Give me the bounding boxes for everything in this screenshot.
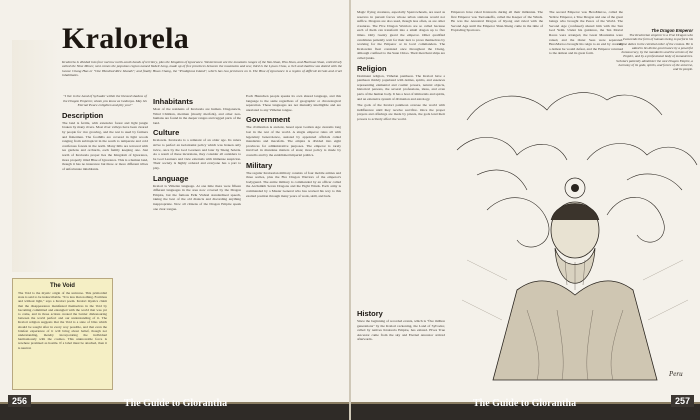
epigraph-quote: "I live in the Land of Sylvador within the blessed shadow of the Dragon Emperor, whom you know as Godunya. May his Eternal Peace enlighten and pity you!" bbox=[63, 94, 147, 108]
section-text: The civilization is ancient, based upon Golden Age customs long lost in the rest of the world. A single emperor rules all with legendary benevolence, assisted by appointed officials called mandarins and macefolk. The empire is divided into eight provinces for administrative purposes. The emperor is rarely involved in mundane matters of state; most policy is made by councils and by the established imperial politics. bbox=[246, 125, 341, 157]
page-number: 256 bbox=[8, 395, 31, 407]
section-heading: Religion bbox=[357, 63, 387, 73]
section-heading: Military bbox=[246, 160, 273, 170]
section-heading: Culture bbox=[153, 128, 180, 138]
footer-title: The Guide to Glorantha bbox=[124, 398, 228, 409]
left-page bbox=[0, 0, 349, 420]
section-heading: History bbox=[357, 309, 383, 318]
sidebar-heading: The Dragon Emperor bbox=[651, 28, 693, 33]
artist-signature: Peru bbox=[669, 370, 683, 378]
section-text: Emperors have ruled Kralorela during all their millennia. The first Emperor was TaoGukeffa, called the Keeper of the Winds. He was the Ancestral Dragon of Ryong and ruled with the Second Age until the Emperor Shan-Sheng came in the time of Exploding Sparrows. bbox=[451, 10, 543, 33]
sidebar-title: The Void bbox=[50, 283, 75, 289]
section-heading: Government bbox=[246, 115, 291, 125]
page-number: 257 bbox=[671, 395, 694, 407]
right-column-2 bbox=[451, 10, 543, 35]
right-column-3 bbox=[549, 10, 623, 58]
right-column-1 bbox=[357, 10, 445, 123]
section-text: Each Hsunchen people speaks its own shared language, and this language is the same regardless of geographic or chronological separation. These languages are not mutually intelligible and are unrelated to any Vithelan tongue. bbox=[246, 94, 341, 112]
section-heading: Language bbox=[153, 173, 189, 183]
left-column-3 bbox=[246, 94, 341, 200]
section-text: Since the beginning of recorded events, which is "five million generations" by the Kralori reckoning, the Land of Sylvador, called by natives Kralorela Empire, has existed. Elves True Ancestor came from the sky and Eternal Ancestor arrived afterwards. bbox=[357, 319, 445, 342]
sidebar-text: The Kralorelan emperor is a True Dragon who transcends the form of humans being to perform his divine duties in the celestial order of the cosmos. He is aided in his divine governance by a powerful bureaucracy, by the mandarins and the armies of the Empire, and by a professional body of monasteries. Scholars patiently administer the vast Dragon Empire, a harmony of its gods, spirits, and forces of the universe, and its people. bbox=[616, 33, 693, 72]
section-text: Kralori is Vithelan language. At one time there were fifteen different languages in the area now covered by the Dragon Empire, but the famous Ezik Vishrel standardised speech, taking the best of the old dialects and discarding anything inappropriate. Now all citizens of the Dragon Empire speak one clear tongue. bbox=[153, 183, 241, 211]
section-text: The regular Kralorelan military consists of four mobile armies and three sorties, plus the Fire Dragon Warriors of the emperor's bodyguard. The entire military is commanded by an officer called the Archsmith Seven Dragons and the Eight Winds. Each army is commanded by a Master General who has worked his way to this exalted position through many years of work, skill, and luck. bbox=[246, 170, 341, 198]
right-page bbox=[351, 0, 700, 420]
section-text: The second Emperor was HeroMarroo, called the Yellow Emperor, a True Dragon and one of the great beings who brought the Peace of the World. The Second Age (confused) shared him with the Sun God Yelm. Under his guidance, the Ten Mortal Races were arranged, the Great Mountains were raised, and the Outer Seas were separated. HeroMarroo brought his reign to an end by creating a demon he would defeat, and the Emperor returned to the demon and its great form. bbox=[549, 10, 623, 56]
left-margin-shade bbox=[12, 40, 59, 272]
intro-paragraph: Kralorela is divided into four narrow north-south bands of territory, plus the Kingdom of Ignorance. Westernmost are the mountain ranges of the Yan-Shan, Hsu Shan, and Hachuan Shan, collectively called the Nine Mines; next comes the populous region named Vadeli Long, made up of five provinces between the mountains and sea; third is the Lyuan Chou, a rich and shallow sea dotted with the Goose Chang Hao or "One Hundred Rice Islands"; and finally Huan Chang, the "Prodigious Island", which has two provinces on it. The Blue of Ignorance is a region of difficult terrain and cruel inhabitants. bbox=[62, 60, 342, 78]
footer-title: The Guide to Glorantha bbox=[473, 398, 577, 409]
section-heading: Description bbox=[62, 110, 104, 120]
history-section bbox=[357, 306, 445, 344]
dragon-emperor-illustration bbox=[447, 80, 700, 398]
section-text: Magic flying creatures, especially Sparrowheads, are used as reserves in pursuit forces whose urban stations would not suffice. Dragons are also used, though less often, as are other creatures. The Five Dragon Warriors are so called because each of them can transform into a small dragon up to five times. Only twenty guard the emperor. Other qualified candidates patiently wait for their turn to prove themselves by working for the Emperor or in local commanders. The Kralorelan fleet consisted once throughout the Cheng, although confined to the Suan Chiao. Their merchant ships are called junks. bbox=[357, 10, 445, 60]
section-text: Most of the residents of Kralorela are human. Dragonewts, Wind Children, mermen (mostly merfolk), and other non-humans are found in the deeper ranges and rugged parts of the land. bbox=[153, 107, 241, 125]
section-text: Kralorela. Kralorela is a remnant of an older age. Its rulers strive to perfect an isolationist policy which was broken only twice, once by the God Learners and later by Sheng Seleris. As a result of these incursions, they consider all outsiders to be God Learners and view externals with immense suspicion. Their society is highly ordered and everyone has a part to play. bbox=[153, 138, 241, 170]
left-column-2 bbox=[153, 94, 241, 213]
left-column-1 bbox=[62, 94, 148, 173]
section-text: Dominant religion, Vithelan pantheon. The Kralori have a pantheon thickly populated with deities, spirits, and essences representing elemental and cosmic powers, natural objects, historical persons, the several professions, ideas, and even parts of the human body. It has a host of immortals and spirits, and an extensive system of divination and astrology. bbox=[357, 73, 445, 101]
page-title: Kralorela bbox=[62, 22, 190, 55]
section-text: The land is fertile, with extensive forest and light jungle broken by many rivers. Most river valleys have been cleared by people for rice growing, and the rest is used by farmers and fishermen. The foothills are covered in light woods ranging from subtropical in the south to temperate and cold coniferous forests in the north. Many hills are terraced with tea gardens and orchards, each family keeping one. Just north of Kralorela proper lies the Kingdom of Ignorance, more properly titled Blue of Ignorance. This is a human land, though it has no insurance but three or more different tribes of unfortunate inhabitants. bbox=[62, 120, 148, 171]
sidebar-text: The Void is the mystic origin of the universe. This primordial state is said to be indescribable. "It is less than nothing. Formless and without light," says a Kralori poem. Kralori mystics claim that the disappearance manifested themselves in the Void by becoming committed and entangled with the world that was yet to come, and in those actions created the barrier dishonouring between the world perfect and our understanding of it. The Kralori religion suggests that the Void is a state of bliss which should be sought after in every way possible, and that even the briefest experience of it will bring about belief, though not understanding, thereby incorporating the individual harmoniously with the cosmos. This unknowable force is nowhere promised as hostile. If a label must be attached, then it is neutral. bbox=[18, 291, 107, 350]
dragon-emperor-sidebar bbox=[615, 28, 693, 72]
section-text: The gods of the Kralori pantheon oversee the world with indifference until they receive sacrifice. Once the proper prayers and offerings are made by priests, the gods lend their powers to actively affect the world. bbox=[357, 103, 445, 121]
section-heading: Inhabitants bbox=[153, 97, 194, 106]
void-sidebar bbox=[12, 278, 113, 390]
